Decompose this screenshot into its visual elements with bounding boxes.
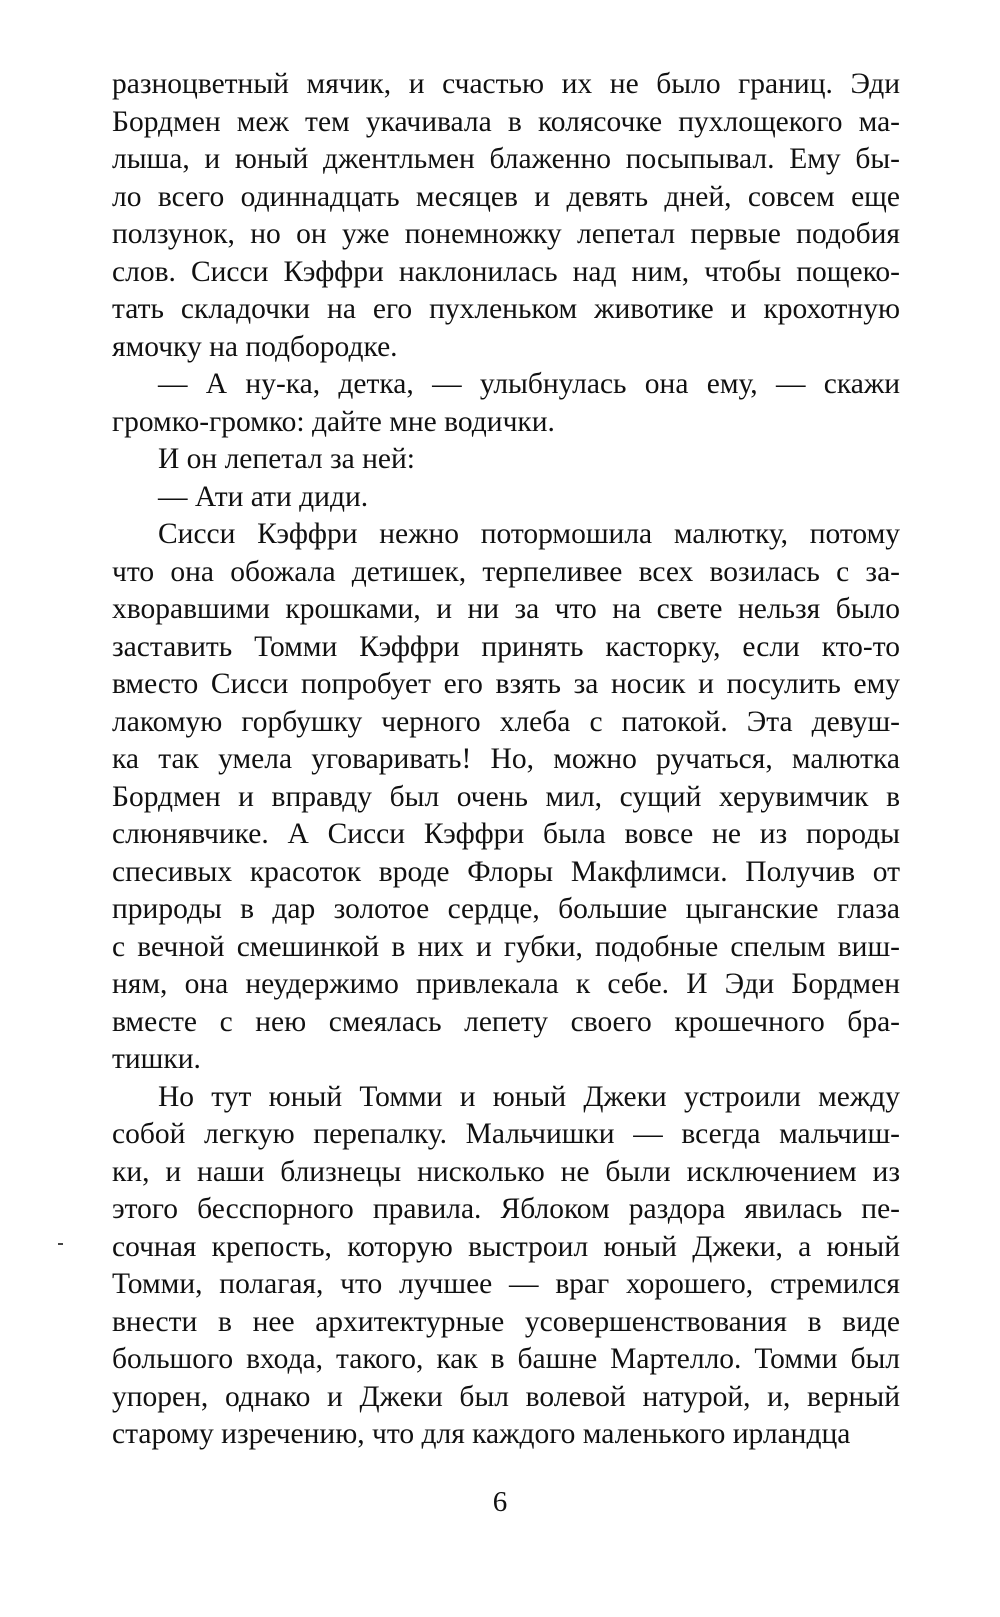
text-line: Томми, полагая, что лучшее — враг хорошего, стремился bbox=[112, 1268, 900, 1300]
text-line: ка так умела уговаривать! Но, можно ручаться, малютка bbox=[112, 743, 900, 775]
margin-speck bbox=[58, 1243, 63, 1245]
text-line: И он лепетал за ней: bbox=[158, 443, 415, 475]
text-line: ло всего одиннадцать месяцев и девять дней, совсем еще bbox=[112, 180, 900, 213]
text-line: вместе с нею смеялась лепету своего крошечного бра- bbox=[112, 1005, 900, 1038]
text-line: Сисси Кэффри нежно потормошила малютку, потому bbox=[158, 518, 900, 550]
text-line: собой легкую перепалку. Мальчишки — всегда мальчиш- bbox=[112, 1118, 900, 1150]
text-line: большого входа, такого, как в башне Мартелло. Томми был bbox=[112, 1343, 900, 1375]
text-line: разноцветный мячик, и счастью их не было границ. Эди bbox=[112, 68, 900, 100]
text-line: ползунок, но он уже понемножку лепетал первые подобия bbox=[112, 218, 900, 250]
text-line: сочная крепость, которую выстроил юный Джеки, а юный bbox=[112, 1230, 900, 1263]
text-line: хворавшими крошками, и ни за что на свете нельзя было bbox=[112, 593, 900, 625]
paragraph bbox=[112, 366, 900, 441]
text-line: громко-громко: дайте мне водички. bbox=[112, 405, 555, 438]
text-line: спесивых красоток вроде Флоры Макфлимси. Получив от bbox=[112, 855, 900, 888]
text-line: заставить Томми Кэффри принять касторку, если кто-то bbox=[112, 630, 900, 663]
text-line: внести в нее архитектурные усовершенствования в виде bbox=[112, 1305, 900, 1338]
text-line: — А ну-ка, детка, — улыбнулась она ему, — скажи bbox=[158, 368, 900, 400]
text-line: Но тут юный Томми и юный Джеки устроили между bbox=[158, 1080, 900, 1113]
body-text bbox=[112, 66, 900, 1454]
text-line: Бордмен и вправду был очень мил, сущий херувимчик в bbox=[112, 780, 900, 813]
paragraph bbox=[112, 441, 900, 479]
text-line: лыша, и юный джентльмен блаженно посыпывал. Ему бы- bbox=[112, 143, 900, 175]
text-line: — Ати ати диди. bbox=[158, 480, 369, 513]
paragraph bbox=[112, 66, 900, 366]
text-line: ямочку на подбородке. bbox=[112, 330, 398, 363]
text-line: старому изречению, что для каждого маленького ирландца bbox=[112, 1418, 851, 1450]
text-line: с вечной смешинкой в них и губки, подобные спелым виш- bbox=[112, 930, 900, 963]
text-line: Бордмен меж тем укачивала в колясочке пухлощекого ма- bbox=[112, 105, 900, 138]
text-line: упорен, однако и Джеки был волевой натурой, и, верный bbox=[112, 1380, 900, 1413]
text-line: этого бесспорного правила. Яблоком раздора явилась пе- bbox=[112, 1193, 900, 1225]
text-line: лакомую горбушку черного хлеба с патокой. Эта девуш- bbox=[112, 705, 900, 738]
text-line: что она обожала детишек, терпеливее всех возилась с за- bbox=[112, 555, 900, 588]
text-line: вместо Сисси попробует его взять за носик и посулить ему bbox=[112, 668, 900, 700]
paragraph bbox=[112, 1079, 900, 1454]
paragraph bbox=[112, 516, 900, 1079]
text-line: ки, и наши близнецы нисколько не были исключением из bbox=[112, 1155, 900, 1188]
text-line: природы в дар золотое сердце, большие цыганские глаза bbox=[112, 893, 900, 925]
text-line: слюнявчике. А Сисси Кэффри была вовсе не из породы bbox=[112, 818, 900, 850]
text-line: ням, она неудержимо привлекала к себе. И Эди Бордмен bbox=[112, 968, 900, 1000]
text-line: слов. Сисси Кэффри наклонилась над ним, чтобы пощеко- bbox=[112, 255, 900, 288]
page-number: 6 bbox=[492, 1486, 508, 1518]
text-line: тишки. bbox=[112, 1043, 201, 1075]
paragraph bbox=[112, 479, 900, 517]
text-line: тать складочки на его пухленьком животике и крохотную bbox=[112, 293, 900, 325]
